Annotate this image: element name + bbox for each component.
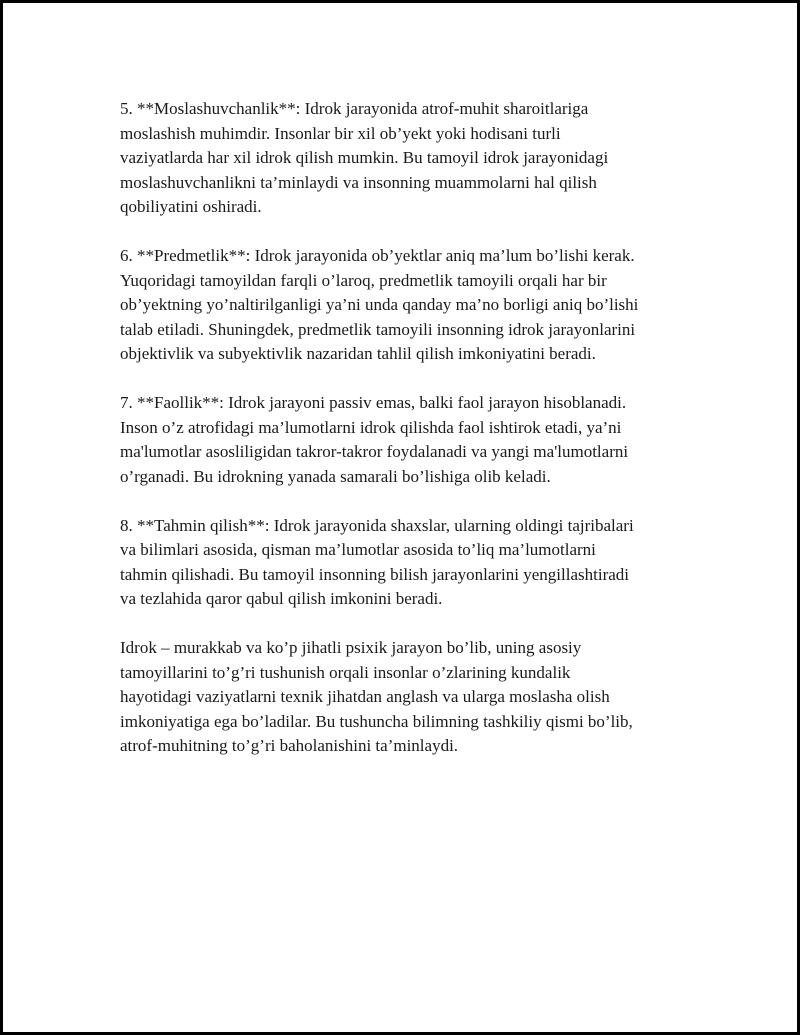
paragraph-predmetlik: 6. **Predmetlik**: Idrok jarayonida ob’yektlar aniq ma’lum bo’lishi kerak. Yuqoridagi tamoyildan farqli o’laroq, predmetlik tamoyili orqali har bir ob’yektning yo’naltirilganligi ya’ni unda qanday ma’no borligi aniq bo’lishi talab etiladi. Shuningdek, predmetlik tamoyili insonning idrok jarayonlarini objektivlik va subyektivlik nazaridan tahlil qilish imkoniyatini beradi.	[120, 246, 639, 363]
paragraph-moslashuvchanlik: 5. **Moslashuvchanlik**: Idrok jarayonida atrof-muhit sharoitlariga moslashish muhimdir. Insonlar bir xil ob’yekt yoki hodisani turli vaziyatlarda har xil idrok qilish mumkin. Bu tamoyil idrok jarayonidagi moslashuvchanlikni ta’minlaydi va insonning muammolarni hal qilish qobiliyatini oshiradi.	[120, 99, 609, 216]
document-body	[120, 97, 700, 783]
paragraph-tahmin-qilish: 8. **Tahmin qilish**: Idrok jarayonida shaxslar, ularning oldingi tajribalari va bilimlari asosida, qisman ma’lumotlar asosida to’liq ma’lumotlarni tahmin qilishadi. Bu tamoyil insonning bilish jarayonlarini yengillashtiradi va tezlahida qaror qabul qilish imkonini beradi.	[120, 515, 634, 608]
paragraph-faollik: 7. **Faollik**: Idrok jarayoni passiv emas, balki faol jarayon hisoblanadi. Inson o’z atrofidagi ma’lumotlarni idrok qilishda faol ishtirok etadi, ya’ni ma'lumotlar asosliligidan takror-takror foydalanadi va yangi ma'lumotlarni o’rganadi. Bu idrokning yanada samarali bo’lishiga olib keladi.	[120, 393, 629, 486]
paragraph-conclusion: Idrok – murakkab va ko’p jihatli psixik jarayon bo’lib, uning asosiy tamoyillarini to’g’ri tushunish orqali insonlar o’zlarining kundalik hayotidagi vaziyatlarni texnik jihatdan anglash va ularga moslasha olish imkoniyatiga ega bo’ladilar. Bu tushuncha bilimning tashkiliy qismi bo’lib, atrof-muhitning to’g’ri baholanishini ta’minlaydi.	[120, 638, 633, 755]
